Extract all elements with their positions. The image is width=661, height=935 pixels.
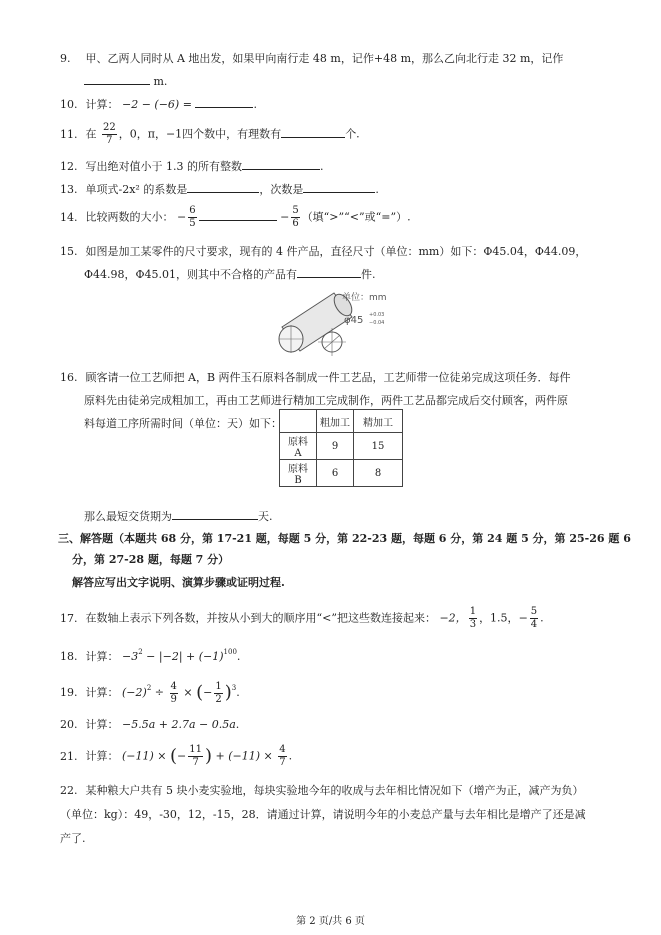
question-16: 16. 顾客请一位工艺师把 A，B 两件玉石原料各制成一件工艺品，工艺师带一位徒弟完成这项任务．每件 <box>60 371 571 384</box>
processing-time-table <box>279 409 403 487</box>
table-row: 原料 B 6 8 <box>280 460 403 487</box>
left-paren: ( <box>196 682 204 703</box>
cylinder-part-figure <box>268 287 408 361</box>
figure-dimension: φ45 <box>344 315 364 326</box>
question-19: 19. 计算： $(-2)^2$ ÷ $\frac{4}{9}$ × (− $\frac{1}{2}$ )$^3$. <box>60 680 240 705</box>
question-11: 11. 在 $\frac{22}{7}$ ，0，π，−1四个数中，有理数有 个. <box>60 122 360 146</box>
page-footer: 第 2 页/共 6 页 <box>296 916 365 927</box>
section-heading-cont: 分，第 27-28 题，每题 7 分） <box>72 553 230 566</box>
question-15: 15. 如图是加工某零件的尺寸要求，现有的 4 件产品，直径尺寸（单位：mm）如下：Φ45.04，Φ44.09， <box>60 245 587 258</box>
answer-blank[interactable] <box>172 508 258 520</box>
question-10: 10. 计算： −2 − (−6) = . <box>60 98 257 111</box>
question-9-blank-line: m. <box>84 73 613 90</box>
right-paren: ) <box>205 745 213 767</box>
question-9: 9. 甲、乙两人同时从 A 地出发，如果甲向南行走 48 m，记作+48 m，那么乙向北行走 32 m，记作 <box>60 52 564 65</box>
question-15-line2: Φ44.98，Φ45.01，则其中不合格的产品有 件. <box>84 268 376 281</box>
answer-blank[interactable] <box>199 209 277 221</box>
answer-blank[interactable] <box>281 126 345 138</box>
answer-blank[interactable] <box>84 73 150 85</box>
question-20: 20. 计算： −5.5a + 2.7a − 0.5a. <box>60 718 240 731</box>
question-18: 18. 计算： $-3^2 - |-2| + (-1)^{100}$. <box>60 648 241 663</box>
fraction: $\frac{5}{4}$ <box>530 606 538 630</box>
question-16-line2: 原料先由徒弟完成粗加工，再由工艺师进行精加工完成制作，两件工艺品都完成后交付顾客，两件原 <box>84 394 568 407</box>
question-21: 21. 计算： (−11) × (− $\frac{11}{7}$ ) + (−11) × $\frac{4}{7}$ . <box>60 744 293 768</box>
fraction: $\frac{11}{7}$ <box>189 744 202 768</box>
question-12: 12. 写出绝对值小于 1.3 的所有整数 . <box>60 160 324 173</box>
left-paren: ( <box>170 745 178 767</box>
question-22-line2: （单位：kg）：49，-30，12，-15，28．请通过计算，请说明今年的小麦总产量与去年相比是增产了还是减 <box>60 808 586 821</box>
answer-blank[interactable] <box>242 158 320 170</box>
fraction: $\frac{22}{7}$ <box>103 122 116 146</box>
answer-blank[interactable] <box>303 181 375 193</box>
question-22: 22. 某种粮大户共有 5 块小麦实验地，每块实验地今年的收成与去年相比情况如下（增产为正，减产为负） <box>60 784 584 797</box>
answer-blank[interactable] <box>195 96 253 108</box>
right-paren: ) <box>224 682 232 703</box>
fraction: $\frac{4}{7}$ <box>279 744 286 768</box>
table-row: 原料 A 9 15 <box>280 433 403 460</box>
answer-blank[interactable] <box>297 266 361 278</box>
figure-tolerance-upper: +0.03 <box>369 312 385 318</box>
fraction: $\frac{5}{6}$ <box>292 205 299 229</box>
section-note: 解答应写出文字说明、演算步骤或证明过程. <box>72 576 285 589</box>
fraction: $\frac{6}{5}$ <box>189 205 196 229</box>
question-14: 14. 比较两数的大小： − $\frac{6}{5}$ − $\frac{5}{6}$ （填“>”“<”或“=”）. <box>60 205 411 229</box>
question-17: 17. 在数轴上表示下列各数，并按从小到大的顺序用“<”把这些数连接起来： −2， $\frac{1}{3}$ ，1.5，− $\frac{5}{4}$ . <box>60 606 544 630</box>
figure-unit-label: 单位：mm <box>342 293 387 303</box>
fraction: $\frac{1}{2}$ <box>215 680 222 705</box>
question-16-answer-line: 那么最短交货期为 天. <box>84 510 273 523</box>
section-heading: 三、解答题（本题共 68 分，第 17-21 题，每题 5 分，第 22-23 题，每题 6 分，第 24 题 5 分，第 25-26 题 6 <box>58 532 631 545</box>
question-16-line3: 料每道工序所需时间（单位：天）如下： <box>84 417 282 430</box>
figure-tolerance-lower: −0.04 <box>369 320 385 326</box>
fraction: $\frac{1}{3}$ <box>469 606 477 630</box>
fraction: $\frac{4}{9}$ <box>170 680 177 705</box>
answer-blank[interactable] <box>187 181 259 193</box>
table-header-row: 粗加工 精加工 <box>280 410 403 433</box>
question-22-line3: 产了. <box>60 832 86 845</box>
question-13: 13. 单项式-2x² 的系数是 ，次数是 . <box>60 183 379 196</box>
